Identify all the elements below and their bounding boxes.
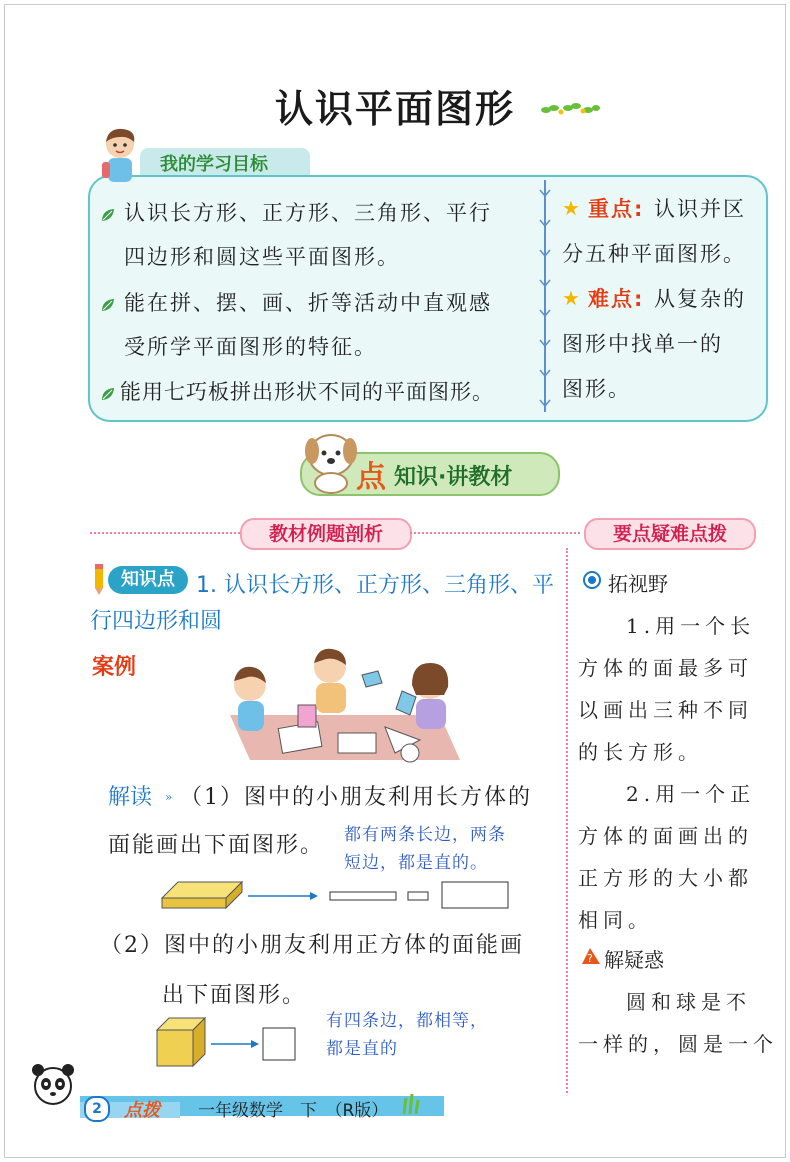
goal-item-3-line-1: 能用七巧板拼出形状不同的平面图形。 xyxy=(120,380,494,404)
cuboid-faces-diagram xyxy=(160,876,520,912)
banner-dian: 点 xyxy=(356,460,386,495)
difficult-line-2: 图形中找单一的 xyxy=(562,332,723,356)
pencil-icon xyxy=(88,562,110,596)
section-tab-left: 教材例题剖析 xyxy=(240,518,412,550)
banner-text: 知识·讲教材 xyxy=(394,465,513,490)
leaf-bullet-icon xyxy=(100,386,116,402)
dotted-line xyxy=(410,532,580,534)
goal-item-1-line-2: 四边形和圆这些平面图形。 xyxy=(124,245,400,269)
sidebar-t2-line-2: 方体的面画出的 xyxy=(578,824,753,848)
panda-mascot xyxy=(30,1060,76,1110)
page-title: 认识平面图形 xyxy=(274,87,515,131)
puppy-illustration xyxy=(300,425,362,495)
leaf-bullet-icon xyxy=(100,297,116,313)
p1-line-2: 面能画出下面图形。 xyxy=(108,833,325,858)
p2-line-2: 出下面图形。 xyxy=(162,983,307,1008)
section-tab-right: 要点疑难点拨 xyxy=(584,518,756,550)
sidebar-t1-line-3: 以画出三种不同 xyxy=(578,698,753,722)
difficult-label: 难点: xyxy=(588,287,645,311)
sidebar-t2-line-3: 正方形的大小都 xyxy=(578,866,753,890)
sidebar-heading-2: 解疑惑 xyxy=(604,948,664,972)
star-icon: ★ xyxy=(562,196,580,220)
question-mark-icon xyxy=(580,946,602,966)
knowledge-title-line-2: 行四边形和圆 xyxy=(90,609,223,634)
footer-book-title: 一年级数学 下 （R版） xyxy=(198,1101,389,1121)
case-label: 案例 xyxy=(92,655,137,680)
page-number: 2 xyxy=(84,1096,110,1122)
sidebar-t1-line-4: 的长方形。 xyxy=(578,740,703,764)
p1-line-1: （1）图中的小朋友利用长方体的 xyxy=(180,785,532,810)
column-divider xyxy=(566,548,568,1093)
sidebar-t3-line-1: 圆和球是不 xyxy=(626,990,751,1014)
goal-divider xyxy=(538,180,552,412)
note2-line-2: 都是直的 xyxy=(326,1039,398,1059)
knowledge-title-line-1: 1. 认识长方形、正方形、三角形、平 xyxy=(196,573,554,598)
key-label: 重点: xyxy=(588,197,645,221)
difficult-line-3: 图形。 xyxy=(562,377,631,401)
sidebar-t2-line-4: 相同。 xyxy=(578,908,653,932)
difficult-line-1: 从复杂的 xyxy=(654,287,746,311)
eye-icon xyxy=(582,570,602,590)
note2-line-1: 有四条边，都相等， xyxy=(326,1011,488,1031)
grass-decoration xyxy=(400,1092,424,1116)
cube-face-diagram xyxy=(155,1016,305,1068)
sidebar-heading-1: 拓视野 xyxy=(608,572,668,596)
key-line-2: 分五种平面图形。 xyxy=(562,242,746,266)
sidebar-t1-line-1: 1.用一个长 xyxy=(626,614,756,638)
goal-item-2-line-1: 能在拼、摆、画、折等活动中直观感 xyxy=(124,291,492,315)
sidebar-t2-line-1: 2.用一个正 xyxy=(626,782,756,806)
star-icon: ★ xyxy=(562,286,580,310)
note1-line-2: 短边，都是直的。 xyxy=(344,853,488,873)
boy-illustration xyxy=(98,126,144,188)
goal-item-2-line-2: 受所学平面图形的特征。 xyxy=(124,335,377,359)
sidebar-t1-line-2: 方体的面最多可 xyxy=(578,656,753,680)
children-drawing-illustration xyxy=(220,645,460,763)
svg-text:?: ? xyxy=(587,952,593,965)
knowledge-point-badge: 知识点 xyxy=(108,566,188,594)
key-line-1: 认识并区 xyxy=(654,197,746,221)
footer-brand: 点拨 xyxy=(124,1100,160,1121)
jiedu-label: 解读 xyxy=(108,785,153,810)
note1-line-1: 都有两条长边，两条 xyxy=(344,825,506,845)
dotted-line xyxy=(90,532,240,534)
goal-item-1-line-1: 认识长方形、正方形、三角形、平行 xyxy=(124,201,492,225)
jiedu-mark: » xyxy=(165,790,173,804)
p2-line-1: （2）图中的小朋友利用正方体的面能画 xyxy=(100,933,524,958)
leaf-bullet-icon xyxy=(100,207,116,223)
sprout-decoration xyxy=(540,100,600,120)
goal-tab-label: 我的学习目标 xyxy=(160,154,268,175)
sidebar-t3-line-2: 一样的，圆是一个 xyxy=(578,1032,778,1056)
